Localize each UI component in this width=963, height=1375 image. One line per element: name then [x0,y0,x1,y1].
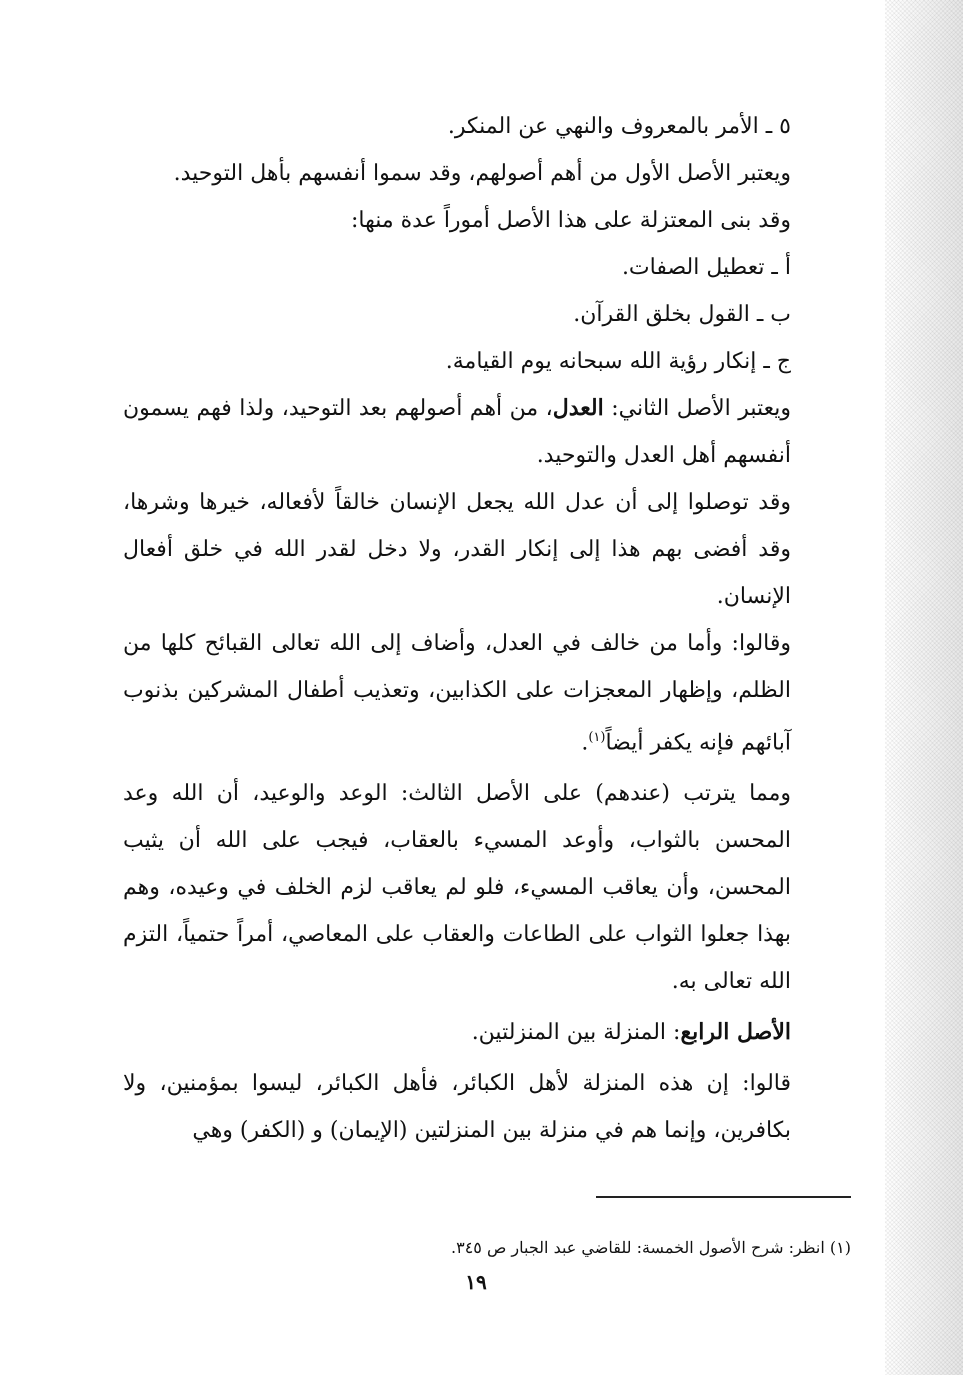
paragraph-adl [123,385,835,479]
list-item-c: ج ـ إنكار رؤية الله سبحانه يوم القيامة. [445,349,791,374]
paragraph-waad: ومما يترتب (عندهم) على الأصل الثالث: الوعد والوعيد، أن الله وعد المحسن بالثواب، وأوعد المسيء بالعقاب، فيجب على الله أن يثيب المحسن، وأن يعاقب المسيء، فلو لم يعاقب لزم الخلف في وعيده، وهم بهذا جعلوا الثواب على الطاعات والعقاب على المعاصي، أمراً حتمياً، التزم الله تعالى به. [123,781,791,995]
main-text [123,103,835,1154]
list-item-b: ب ـ القول بخلق القرآن. [573,302,791,327]
paragraph-adl-consequence: وقد توصلوا إلى أن عدل الله يجعل الإنسان خالقاً لأفعاله، خيرها وشرها، وقد أفضى بهم هذا إلى إنكار القدر، ولا دخل لقدر الله في خلق أفعال الإنسان. [123,490,791,609]
paragraph-fourth-principle [123,1009,835,1056]
footnote-reference: (١) [588,730,606,745]
adl-lead: ويعتبر الأصل الثاني: [603,396,791,421]
footnote-divider [596,1196,851,1198]
footnote: (١) انظر: شرح الأصول الخمسة: للقاضي عبد الجبار ص ٣٤٥. [451,1238,851,1257]
paragraph-built-on: وقد بنى المعتزلة على هذا الأصل أموراً عدة منها: [350,208,791,233]
list-item-a: أ ـ تعطيل الصفات. [621,255,791,280]
qalu-end: . [581,730,589,756]
paragraph-manzila: قالوا: إن هذه المنزلة لأهل الكبائر، فأهل الكبائر، ليسوا بمؤمنين، ولا بكافرين، وإنما هم في منزلة بين المنزلتين (الإيمان) و (الكفر) وهي [123,1071,791,1144]
adl-term: العدل [552,395,604,421]
list-item-5: ٥ ـ الأمر بالمعروف والنهي عن المنكر. [447,114,791,139]
page-number: ١٩ [465,1270,487,1294]
paragraph-qalu [123,620,835,766]
qalu-text: وقالوا: وأما من خالف في العدل، وأضاف إلى الله تعالى القبائح كلها من الظلم، وإظهار المعجزات على الكذابين، وتعذيب أطفال المشركين بذنوب آبائهم فإنه يكفر أيضاً [123,631,791,756]
fourth-principle-label: الأصل الرابع [680,1019,791,1046]
page-edge-shadow [885,0,963,1375]
fourth-principle-rest: : المنزلة بين المنزلتين. [471,1020,681,1046]
adl-rest: ، من أهم أصولهم بعد التوحيد، ولذا فهم يسمون أنفسهم أهل العدل والتوحيد. [123,396,791,468]
paragraph-tawhid: ويعتبر الأصل الأول من أهم أصولهم، وقد سموا أنفسهم بأهل التوحيد. [173,161,791,186]
